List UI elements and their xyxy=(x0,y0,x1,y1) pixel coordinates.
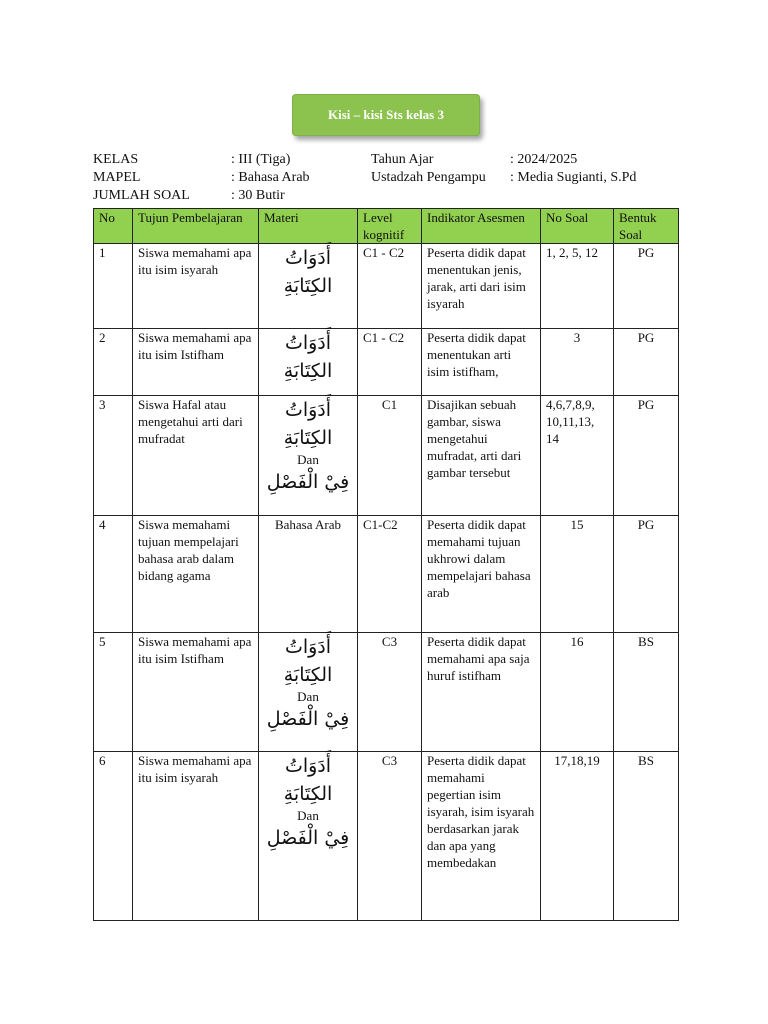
info-block xyxy=(93,151,693,205)
cell-no-soal: 17,18,19 xyxy=(541,752,614,921)
cell-no-soal: 4,6,7,8,9, 10,11,13, 14 xyxy=(541,396,614,516)
cell-indikator: Peserta didik dapat memahami tujuan ukhrowi dalam mempelajari bahasa arab xyxy=(422,516,541,633)
cell-level: C3 xyxy=(358,633,422,752)
materi-arabic-2: فِيْ الْفَصْلِ xyxy=(266,827,350,849)
materi-dan: Dan xyxy=(297,689,319,704)
cell-materi xyxy=(259,396,358,516)
table-row xyxy=(94,633,679,752)
cell-no-soal: 3 xyxy=(541,329,614,396)
cell-tujuan: Siswa memahami tujuan mempelajari bahasa arab dalam bidang agama xyxy=(133,516,259,633)
cell-level: C1 xyxy=(358,396,422,516)
cell-no-soal: 15 xyxy=(541,516,614,633)
cell-tujuan: Siswa Hafal atau mengetahui arti dari mufradat xyxy=(133,396,259,516)
cell-level: C1 - C2 xyxy=(358,244,422,329)
header-level: Level kognitif xyxy=(358,209,422,244)
document-title: Kisi – kisi Sts kelas 3 xyxy=(328,107,444,122)
materi-arabic-2: فِيْ الْفَصْلِ xyxy=(266,471,350,493)
table-row xyxy=(94,244,679,329)
cell-no-soal: 16 xyxy=(541,633,614,752)
cell-tujuan: Siswa memahami apa itu isim Istifham xyxy=(133,329,259,396)
cell-bentuk: PG xyxy=(614,244,679,329)
info-value: : III (Tiga) xyxy=(231,152,291,167)
cell-indikator: Peserta didik dapat memahami apa saja huruf istifham xyxy=(422,633,541,752)
info-row-kelas xyxy=(93,151,693,169)
info-row-jumlah-soal xyxy=(93,187,693,205)
materi-arabic-2: فِيْ الْفَصْلِ xyxy=(266,708,350,730)
header-tujuan: Tujun Pembelajaran xyxy=(133,209,259,244)
cell-bentuk: PG xyxy=(614,396,679,516)
cell-materi xyxy=(259,329,358,396)
cell-no: 4 xyxy=(94,516,133,633)
cell-bentuk: BS xyxy=(614,752,679,921)
cell-materi: Bahasa Arab xyxy=(259,516,358,633)
info-label: JUMLAH SOAL xyxy=(93,188,190,203)
cell-materi xyxy=(259,752,358,921)
cell-tujuan: Siswa memahami apa itu isim isyarah xyxy=(133,752,259,921)
materi-arabic-1: أَدَوَاتُ الكِتَابَةِ xyxy=(283,332,333,382)
table-row xyxy=(94,752,679,921)
cell-materi xyxy=(259,244,358,329)
cell-tujuan: Siswa memahami apa itu isim isyarah xyxy=(133,244,259,329)
title-box xyxy=(292,94,480,136)
info-value-2: : Media Sugianti, S.Pd xyxy=(510,170,637,185)
cell-bentuk: PG xyxy=(614,329,679,396)
cell-no-soal: 1, 2, 5, 12 xyxy=(541,244,614,329)
cell-no: 5 xyxy=(94,633,133,752)
info-row-mapel xyxy=(93,169,693,187)
info-label-2 xyxy=(371,187,510,205)
header-no: No xyxy=(94,209,133,244)
cell-level: C1-C2 xyxy=(358,516,422,633)
materi-arabic-1: أَدَوَاتُ الكِتَابَةِ xyxy=(283,636,333,686)
info-value: : Bahasa Arab xyxy=(231,170,310,185)
info-label-2: Tahun Ajar xyxy=(371,152,434,167)
cell-level: C3 xyxy=(358,752,422,921)
info-value: : 30 Butir xyxy=(231,188,285,203)
cell-indikator: Peserta didik dapat memahami pegertian isim isyarah, isim isyarah berdasarkan jarak dan apa yang membedakan xyxy=(422,752,541,921)
info-label: MAPEL xyxy=(93,170,141,185)
table-row xyxy=(94,329,679,396)
header-bentuk: Bentuk Soal xyxy=(614,209,679,244)
cell-no: 6 xyxy=(94,752,133,921)
table-header-row xyxy=(94,209,679,244)
kisi-table xyxy=(93,208,679,921)
cell-indikator: Disajikan sebuah gambar, siswa mengetahui mufradat, arti dari gambar tersebut xyxy=(422,396,541,516)
cell-indikator: Peserta didik dapat menentukan arti isim istifham, xyxy=(422,329,541,396)
header-indikator: Indikator Asesmen xyxy=(422,209,541,244)
header-no-soal: No Soal xyxy=(541,209,614,244)
table-row xyxy=(94,516,679,633)
cell-no: 1 xyxy=(94,244,133,329)
header-materi: Materi xyxy=(259,209,358,244)
info-label-2: Ustadzah Pengampu xyxy=(371,170,486,185)
materi-arabic-1: أَدَوَاتُ الكِتَابَةِ xyxy=(283,399,333,449)
materi-arabic-1: أَدَوَاتُ الكِتَابَةِ xyxy=(283,755,333,805)
cell-indikator: Peserta didik dapat menentukan jenis, jarak, arti dari isim isyarah xyxy=(422,244,541,329)
cell-tujuan: Siswa memahami apa itu isim Istifham xyxy=(133,633,259,752)
materi-dan: Dan xyxy=(297,452,319,467)
cell-materi xyxy=(259,633,358,752)
materi-dan: Dan xyxy=(297,808,319,823)
cell-no: 2 xyxy=(94,329,133,396)
info-value-2: : 2024/2025 xyxy=(510,152,578,167)
cell-no: 3 xyxy=(94,396,133,516)
info-value-2 xyxy=(510,187,690,205)
cell-level: C1 - C2 xyxy=(358,329,422,396)
cell-bentuk: PG xyxy=(614,516,679,633)
cell-bentuk: BS xyxy=(614,633,679,752)
table-row xyxy=(94,396,679,516)
materi-arabic-1: أَدَوَاتُ الكِتَابَةِ xyxy=(283,247,333,297)
info-label: KELAS xyxy=(93,152,139,167)
